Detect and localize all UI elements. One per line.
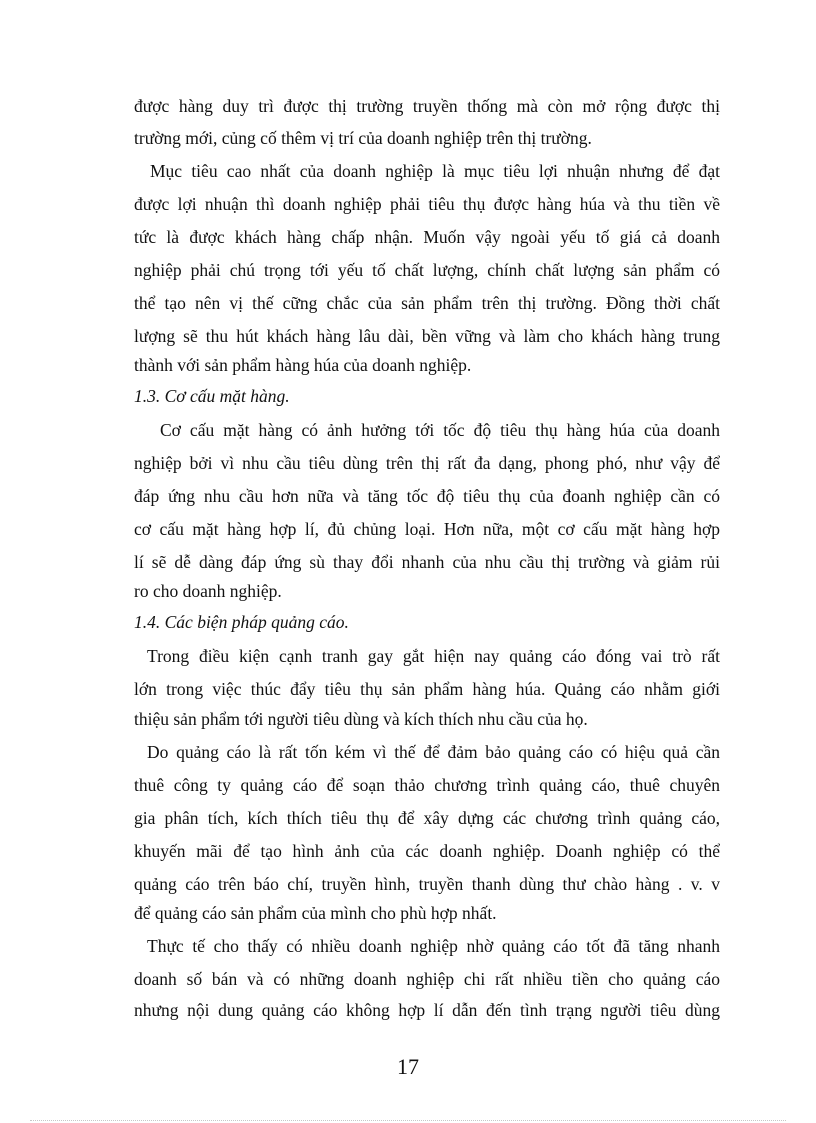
page-number: 17: [397, 1054, 419, 1079]
text-line: lí sẽ dễ dàng đáp ứng sù thay đổi nhanh của nhu cầu thị trường và giảm rủi: [134, 552, 720, 572]
text-line: nghiệp phải chú trọng tới yếu tố chất lượng, chính chất lượng sản phẩm có: [134, 260, 720, 280]
text-line: thành với sản phẩm hàng húa của doanh nghiệp.: [134, 355, 472, 375]
text-line: được lợi nhuận thì doanh nghiệp phải tiêu thụ được hàng húa và thu tiền về: [134, 194, 720, 214]
page-bottom-divider: [30, 1120, 786, 1121]
text-line: thuê công ty quảng cáo để soạn thảo chương trình quảng cáo, thuê chuyên: [134, 775, 720, 795]
text-line: đáp ứng nhu cầu hơn nữa và tăng tốc độ tiêu thụ của đoanh nghiệp cần có: [134, 486, 720, 506]
text-line: Trong điều kiện cạnh tranh gay gắt hiện nay quảng cáo đóng vai trò rất: [147, 646, 720, 666]
text-line: ro cho doanh nghiệp.: [134, 581, 282, 601]
text-line: để quảng cáo sản phẩm của mình cho phù hợp nhất.: [134, 903, 497, 923]
text-line: quảng cáo trên báo chí, truyền hình, truyền thanh dùng thư chào hàng . v. v: [134, 874, 720, 894]
text-line: Cơ cấu mặt hàng có ảnh hưởng tới tốc độ tiêu thụ hàng húa của doanh: [160, 420, 720, 440]
text-line: gia phân tích, kích thích tiêu thụ để xây dựng các chương trình quảng cáo,: [134, 808, 720, 828]
text-line: cơ cấu mặt hàng hợp lí, đủ chủng loại. Hơn nữa, một cơ cấu mặt hàng hợp: [134, 519, 720, 539]
text-line: lớn trong việc thúc đẩy tiêu thụ sản phẩm hàng húa. Quảng cáo nhằm giới: [134, 679, 720, 699]
text-line: Thực tế cho thấy có nhiều doanh nghiệp nhờ quảng cáo tốt đã tăng nhanh: [147, 936, 720, 956]
text-line: khuyến mãi để tạo hình ảnh của các doanh nghiệp. Doanh nghiệp có thể: [134, 841, 720, 861]
section-heading: 1.3. Cơ cấu mặt hàng.: [134, 386, 290, 406]
section-heading: 1.4. Các biện pháp quảng cáo.: [134, 612, 349, 632]
text-line: tức là được khách hàng chấp nhận. Muốn vậy ngoài yếu tố giá cả doanh: [134, 227, 720, 247]
text-line: doanh số bán và có những doanh nghiệp chi rất nhiều tiền cho quảng cáo: [134, 969, 720, 989]
text-line: thiệu sản phẩm tới người tiêu dùng và kích thích nhu cầu của họ.: [134, 709, 588, 729]
text-line: trường mới, củng cố thêm vị trí của doanh nghiệp trên thị trường.: [134, 128, 592, 148]
text-line: lượng sẽ thu hút khách hàng lâu dài, bền vững và làm cho khách hàng trung: [134, 326, 720, 346]
text-line: Mục tiêu cao nhất của doanh nghiệp là mục tiêu lợi nhuận nhưng để đạt: [150, 161, 720, 181]
text-line: nhưng nội dung quảng cáo không hợp lí dẫn đến tình trạng người tiêu dùng: [134, 1000, 720, 1020]
text-line: được hàng duy trì được thị trường truyền thống mà còn mở rộng được thị: [134, 96, 720, 116]
text-line: Do quảng cáo là rất tốn kém vì thế để đảm bảo quảng cáo có hiệu quả cần: [147, 742, 720, 762]
text-line: thể tạo nên vị thế cững chắc của sản phẩm trên thị trường. Đồng thời chất: [134, 293, 720, 313]
text-line: nghiệp bởi vì nhu cầu tiêu dùng trên thị rất đa dạng, phong phó, như vậy để: [134, 453, 720, 473]
